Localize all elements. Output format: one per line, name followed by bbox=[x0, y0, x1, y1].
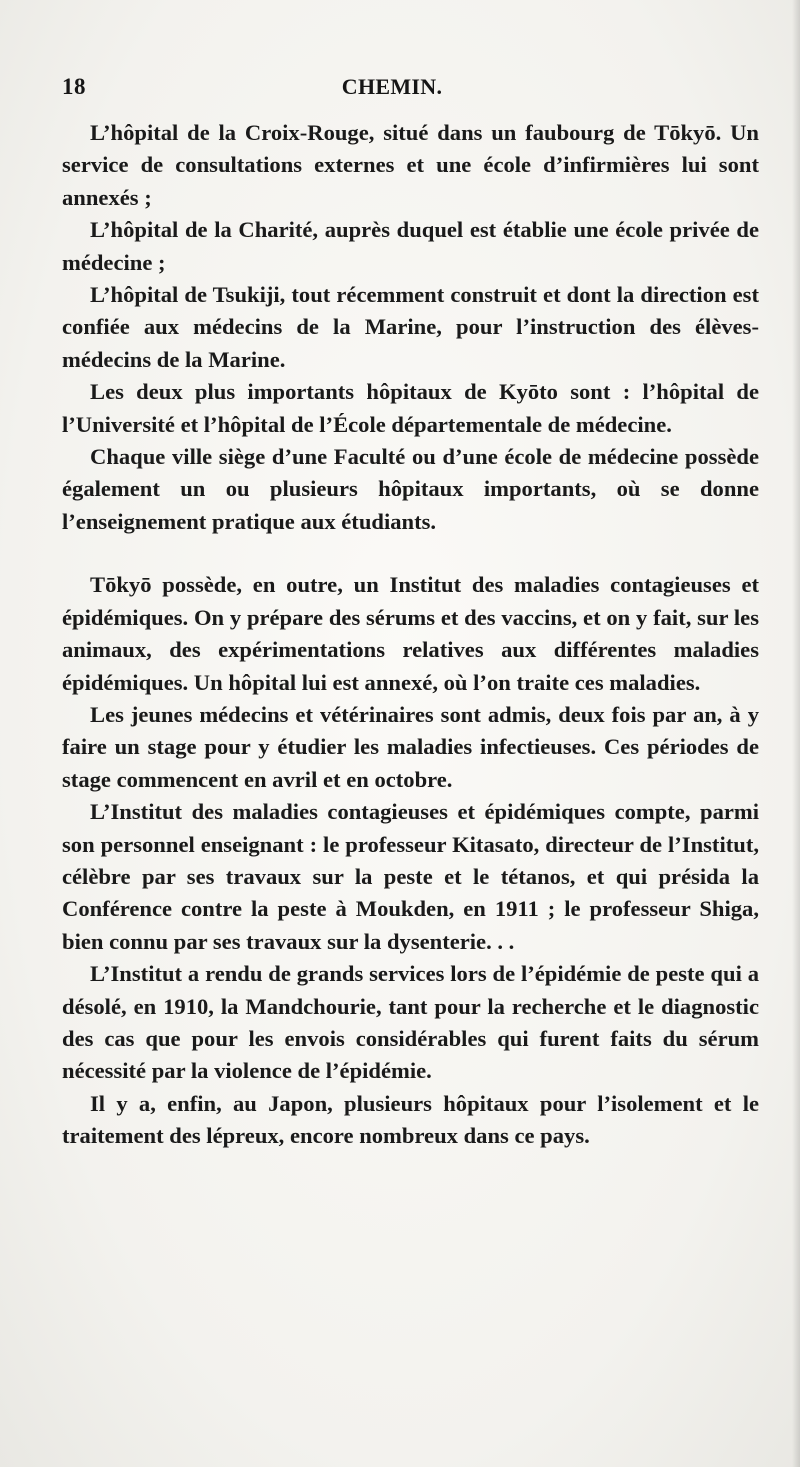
page-edge-shadow bbox=[792, 0, 800, 1467]
paragraph-lepreux: Il y a, enfin, au Japon, plusieurs hôpitaux pour l’isolement et le traitement des lépreux, encore nombreux dans ce pays. bbox=[62, 1090, 759, 1149]
paragraph-epidemie: L’Institut a rendu de grands services lors de l’épidémie de peste qui a désolé, en 1910, la Mandchourie, tant pour la recherche et le diagnostic des cas que pour les envois considérables qui furent faits du sérum nécessité par la violence de l’épidémie. bbox=[62, 961, 759, 1084]
body-text bbox=[62, 117, 759, 1153]
paragraph-institut: Tōkyō possède, en outre, un Institut des maladies contagieuses et épidémiques. On y prépare des sérums et des vaccins, et on y fait, sur les animaux, des expérimentations relatives aux différentes maladies épidémiques. Un hôpital lui est annexé, où l’on traite ces maladies. bbox=[62, 572, 759, 695]
paragraph-personnel: L’Institut des maladies contagieuses et épidémiques compte, parmi son personnel enseignant : le professeur Kitasato, directeur de l’Institut, célèbre par ses travaux sur la peste et le tétanos, et qui présida la Conférence contre la peste à Moukden, en 1911 ; le professeur Shiga, bien connu par ses travaux sur la dysenterie. . . bbox=[62, 799, 759, 954]
running-head: CHEMIN. bbox=[341, 74, 443, 99]
paragraph-kyoto: Les deux plus importants hôpitaux de Kyōto sont : l’hôpital de l’Université et l’hôpital de l’École départementale de médecine. bbox=[62, 379, 759, 437]
page-header bbox=[62, 74, 762, 104]
paragraph-croix-rouge: L’hôpital de la Croix-Rouge, situé dans un faubourg de Tōkyō. Un service de consultations externes et une école d’infirmières lui sont annexés ; bbox=[62, 120, 759, 210]
page-number: 18 bbox=[62, 74, 86, 99]
paragraph-charite: L’hôpital de la Charité, auprès duquel est établie une école privée de médecine ; bbox=[62, 217, 759, 275]
paragraph-chaque-ville: Chaque ville siège d’une Faculté ou d’une école de médecine possède également un ou plusieurs hôpitaux importants, où se donne l’enseignement pratique aux étudiants. bbox=[62, 444, 759, 534]
paragraph-stage: Les jeunes médecins et vétérinaires sont admis, deux fois par an, à y faire un stage pour y étudier les maladies infectieuses. Ces périodes de stage commencent en avril et en octobre. bbox=[62, 701, 759, 792]
paragraph-tsukiji: L’hôpital de Tsukiji, tout récemment construit et dont la direction est confiée aux médecins de la Marine, pour l’instruction des élèves-médecins de la Marine. bbox=[62, 282, 759, 372]
